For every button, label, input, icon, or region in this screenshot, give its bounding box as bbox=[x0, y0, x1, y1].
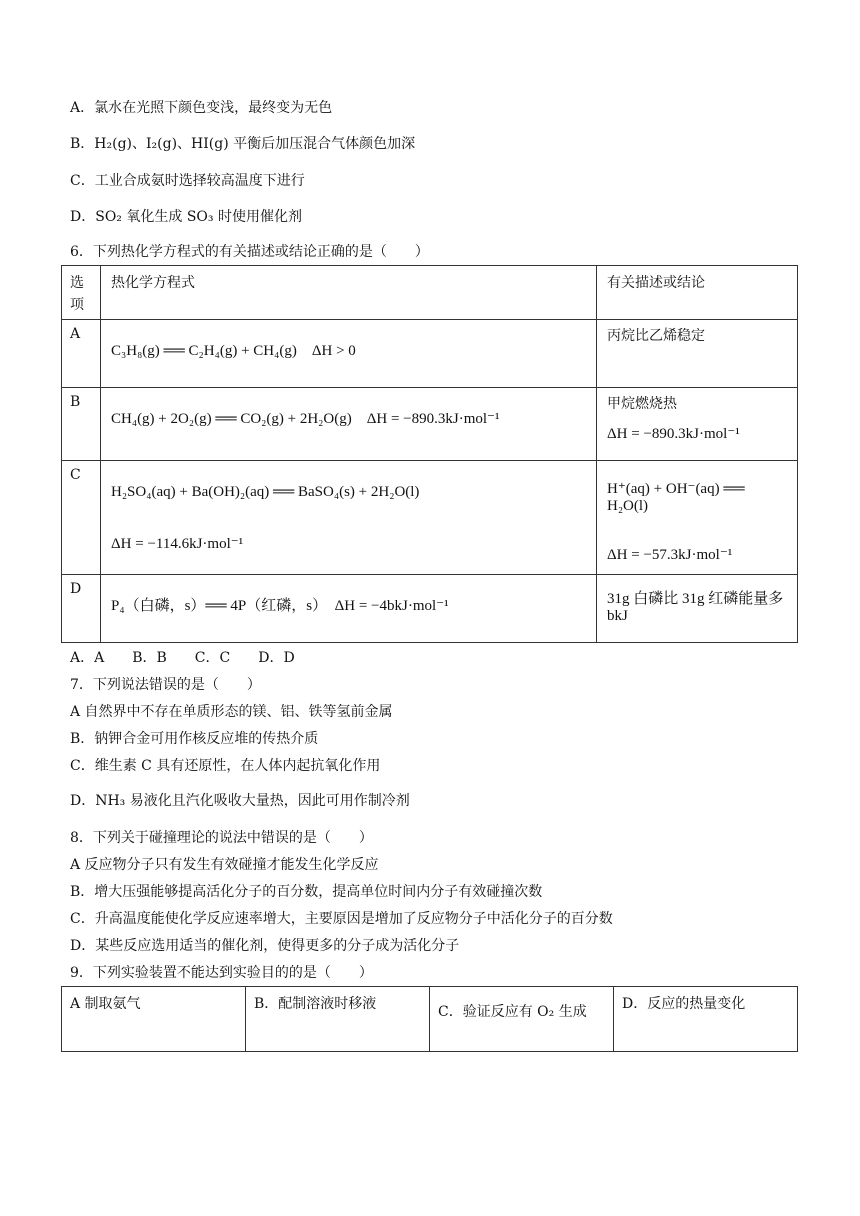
row-option: D bbox=[62, 575, 101, 643]
q8-question: 8．下列关于碰撞理论的说法中错误的是（ ） bbox=[70, 830, 373, 846]
option-text: 氯水在光照下颜色变浅，最终变为无色 bbox=[94, 100, 333, 116]
header-option bbox=[62, 266, 101, 320]
option-label: D． bbox=[70, 209, 96, 225]
description-equation: H⁺(aq) + OH⁻(aq) ══ H₂O(l) bbox=[607, 481, 745, 514]
q6-row-b bbox=[62, 388, 798, 461]
description-enthalpy: ΔH = −57.3kJ·mol⁻¹ bbox=[607, 547, 733, 563]
equation-text: P₄（白磷，s）══ 4P（红磷，s） ΔH = −4bkJ·mol⁻¹ bbox=[111, 598, 449, 614]
header-equation: 热化学方程式 bbox=[101, 266, 597, 320]
option-label: A． bbox=[70, 100, 95, 116]
q9-cell-c: C．验证反应有 O₂ 生成 bbox=[430, 987, 614, 1052]
option-label: C． bbox=[70, 173, 95, 189]
description-text: 甲烷燃烧热 bbox=[607, 396, 677, 412]
q6-table bbox=[61, 265, 798, 643]
description-text: 丙烷比乙烯稳定 bbox=[607, 328, 705, 344]
option-label: B． bbox=[70, 136, 95, 152]
q7-option-b: B．钠钾合金可用作核反应堆的传热介质 bbox=[70, 731, 319, 747]
row-equation bbox=[101, 320, 597, 388]
row-description bbox=[597, 575, 798, 643]
q6-header-row bbox=[62, 266, 798, 320]
q8-option-b: B．增大压强能够提高活化分子的百分数，提高单位时间内分子有效碰撞次数 bbox=[70, 884, 543, 900]
q9-table bbox=[61, 986, 798, 1052]
q5-option-d bbox=[70, 207, 302, 227]
q6-question: 6．下列热化学方程式的有关描述或结论正确的是（ ） bbox=[70, 244, 429, 260]
q6-row-a bbox=[62, 320, 798, 388]
row-option: B bbox=[62, 388, 101, 461]
header-option-line1: 选 bbox=[70, 275, 84, 291]
option-text: H₂(g)、I₂(g)、HI(g) 平衡后加压混合气体颜色加深 bbox=[94, 136, 416, 152]
q5-option-b bbox=[70, 134, 415, 154]
q8-option-a: A 反应物分子只有发生有效碰撞才能发生化学反应 bbox=[70, 857, 379, 873]
description-text: 31g 白磷比 31g 红磷能量多 bkJ bbox=[607, 591, 784, 624]
q9-cell-d: D．反应的热量变化 bbox=[614, 987, 798, 1052]
row-equation bbox=[101, 388, 597, 461]
q8-option-d: D．某些反应选用适当的催化剂，使得更多的分子成为活化分子 bbox=[70, 938, 460, 954]
row-option: A bbox=[62, 320, 101, 388]
q6-answers: A．A B．B C．C D．D bbox=[70, 650, 295, 666]
q7-question: 7．下列说法错误的是（ ） bbox=[70, 677, 261, 693]
equation-text: CH₄(g) + 2O₂(g) ══ CO₂(g) + 2H₂O(g) ΔH = −890.3kJ·mol⁻¹ bbox=[111, 411, 500, 427]
q7-option-c: C．维生素 C 具有还原性，在人体内起抗氧化作用 bbox=[70, 758, 381, 774]
header-option-line2: 项 bbox=[70, 297, 84, 313]
header-description: 有关描述或结论 bbox=[597, 266, 798, 320]
equation-text: C₃H₈(g) ══ C₂H₄(g) + CH₄(g) ΔH > 0 bbox=[111, 343, 356, 359]
row-option: C bbox=[62, 461, 101, 575]
q5-option-a bbox=[70, 98, 332, 118]
q9-question: 9．下列实验装置不能达到实验目的的是（ ） bbox=[70, 965, 373, 981]
q5-option-c bbox=[70, 171, 305, 191]
equation-enthalpy: ΔH = −114.6kJ·mol⁻¹ bbox=[111, 536, 244, 552]
description-equation: ΔH = −890.3kJ·mol⁻¹ bbox=[607, 426, 740, 442]
row-equation bbox=[101, 575, 597, 643]
q6-row-c bbox=[62, 461, 798, 575]
equation-text: H₂SO₄(aq) + Ba(OH)₂(aq) ══ BaSO₄(s) + 2H₂O(l) bbox=[111, 484, 420, 500]
row-equation bbox=[101, 461, 597, 575]
q7-option-d: D．NH₃ 易液化且汽化吸收大量热，因此可用作制冷剂 bbox=[70, 793, 410, 809]
option-text: 工业合成氨时选择较高温度下进行 bbox=[94, 173, 305, 189]
option-text: SO₂ 氧化生成 SO₃ 时使用催化剂 bbox=[95, 209, 302, 225]
row-description bbox=[597, 461, 798, 575]
row-description bbox=[597, 388, 798, 461]
q9-cell-a: A 制取氨气 bbox=[62, 987, 246, 1052]
q8-option-c: C．升高温度能使化学反应速率增大，主要原因是增加了反应物分子中活化分子的百分数 bbox=[70, 911, 613, 927]
q6-row-d bbox=[62, 575, 798, 643]
q9-row bbox=[62, 987, 798, 1052]
q7-option-a: A 自然界中不存在单质形态的镁、铝、铁等氢前金属 bbox=[70, 704, 393, 720]
row-description bbox=[597, 320, 798, 388]
q9-cell-b: B．配制溶液时移液 bbox=[246, 987, 430, 1052]
